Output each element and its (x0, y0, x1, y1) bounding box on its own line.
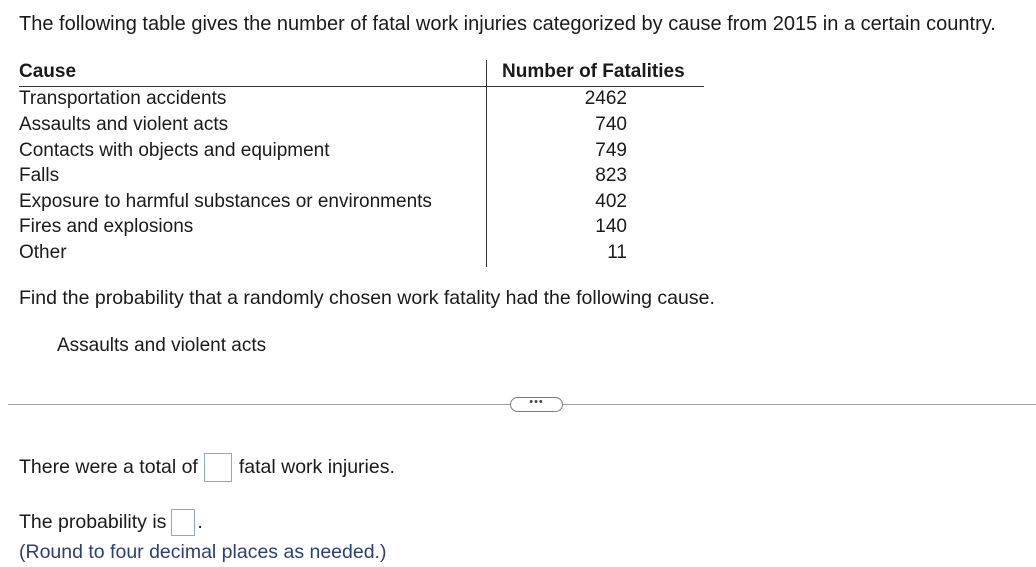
question-text: Find the probability that a randomly chosen work fatality had the following cause. (19, 287, 715, 309)
probability-answer-line (19, 509, 203, 536)
probability-suffix: . (197, 511, 203, 533)
table-row-cause: Fires and explosions (19, 216, 194, 237)
table-row-number: 11 (607, 241, 627, 263)
cause-column (19, 86, 479, 266)
table-row-cause: Transportation accidents (19, 88, 227, 109)
rounding-hint: (Round to four decimal places as needed.) (19, 541, 387, 563)
problem-intro: The following table gives the number of fatal work injuries categorized by cause from 2015 in a certain country. (19, 13, 996, 35)
probability-prefix: The probability is (19, 511, 167, 533)
table-row-number: 402 (595, 190, 627, 212)
table-row-cause: Falls (19, 165, 60, 186)
table-row-number: 823 (595, 165, 627, 186)
total-suffix: fatal work injuries. (238, 456, 395, 478)
column-divider (486, 60, 487, 267)
expand-more-button[interactable]: ••• (510, 397, 563, 412)
total-answer-input[interactable] (204, 453, 232, 482)
header-number-of-fatalities: Number of Fatalities (502, 61, 685, 82)
table-row-cause: Contacts with objects and equipment (19, 139, 330, 161)
question-subject: Assaults and violent acts (57, 335, 267, 356)
table-row-number: 740 (595, 113, 627, 135)
table-row-cause: Assaults and violent acts (19, 113, 229, 135)
table-row-cause: Other (19, 241, 67, 263)
number-column (547, 86, 627, 266)
table-row-cause: Exposure to harmful substances or environments (19, 190, 432, 212)
table-row-number: 749 (595, 139, 627, 161)
table-row-number: 2462 (584, 88, 627, 109)
total-prefix: There were a total of (19, 456, 198, 478)
header-cause: Cause (19, 61, 77, 82)
probability-answer-input[interactable] (171, 509, 195, 536)
total-answer-line (19, 453, 395, 482)
table-row-number: 140 (595, 216, 627, 237)
